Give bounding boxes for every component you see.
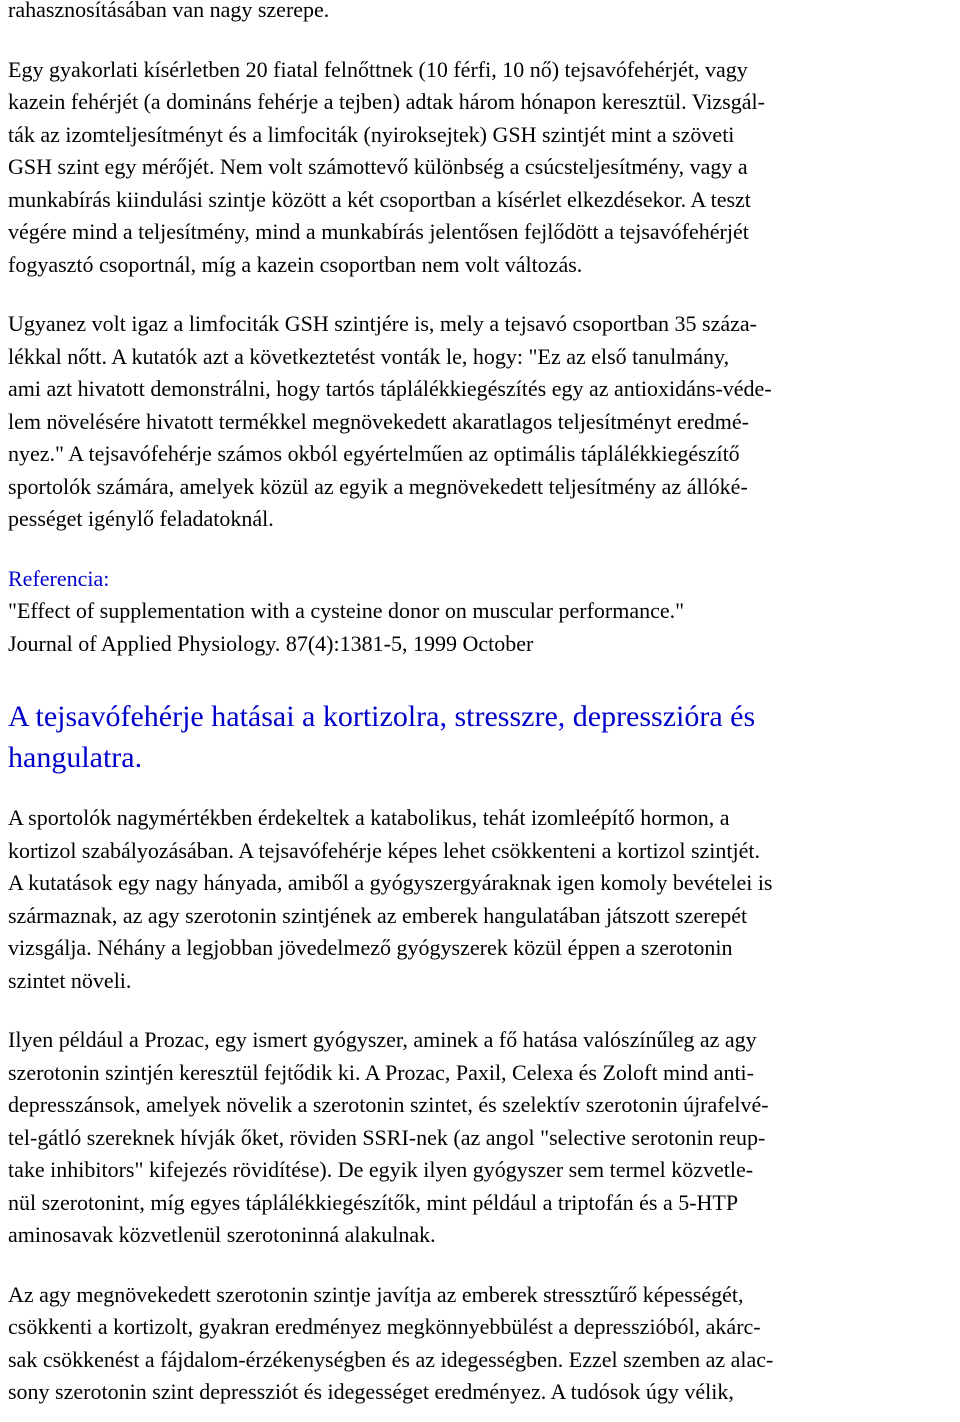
text-line: végére mind a teljesítmény, mind a munkabírás jelentősen fejlődött a tejsavófehérjét [8,219,749,244]
text-line: GSH szint egy mérőjét. Nem volt számottevő különbség a csúcsteljesítmény, vagy a [8,154,748,179]
text-line: Ilyen például a Prozac, egy ismert gyógyszer, aminek a fő hatása valószínűleg az agy [8,1027,757,1052]
text-line: A sportolók nagymértékben érdekeltek a katabolikus, tehát izomleépítő hormon, a [8,805,730,830]
reference-journal: Journal of Applied Physiology. 87(4):1381-5, 1999 October [8,630,534,656]
text-line: sportolók számára, amelyek közül az egyik a megnövekedett teljesítmény az állóké- [8,473,748,499]
text-line: származnak, az agy szerotonin szintjének az emberek hangulatában játszott szerepét [8,902,748,928]
reference-title: "Effect of supplementation with a cysteine donor on muscular performance." [8,598,685,623]
text-line: Az agy megnövekedett szerotonin szintje javítja az emberek stressztűrő képességét, [8,1281,744,1307]
text-line: rahasznosításában van nagy szerepe. [8,0,330,22]
paragraph-gsh-results [8,308,956,536]
reference-block [8,563,956,661]
text-line: nyez." A tejsavófehérje számos okból egyértelműen az optimális táplálékkiegészítő [8,441,740,466]
text-line: csökkenti a kortizolt, gyakran eredményez megkönnyebbülést a depresszióból, akárc- [8,1314,761,1339]
paragraph-cortisol [8,802,956,997]
text-line: pességet igénylő feladatoknál. [8,506,274,531]
text-line: vizsgálja. Néhány a legjobban jövedelmező gyógyszerek közül éppen a szerotonin [8,935,733,960]
paragraph-prozac [8,1024,956,1252]
text-line: lékkal nőtt. A kutatók azt a következtetést vonták le, hogy: "Ez az első tanulmány, [8,343,730,369]
text-line: depresszánsok, amelyek növelik a szerotonin szintet, és szelektív szerotonin újrafelvé- [8,1092,769,1117]
text-line: take inhibitors" kifejezés rövidítése). De egyik ilyen gyógyszer sem termel közvetle- [8,1157,754,1182]
document-page [8,0,956,1409]
text-line: Ugyanez volt igaz a limfociták GSH szintjére is, mely a tejsavó csoportban 35 száza- [8,311,757,336]
text-line: ták az izomteljesítményt és a limfociták (nyiroksejtek) GSH szintjét mint a szöveti [8,121,735,147]
text-line: fogyasztó csoportnál, míg a kazein csoportban nem volt változás. [8,251,583,277]
text-line: szerotonin szintjén keresztül fejtődik ki. A Prozac, Paxil, Celexa és Zoloft mind anti- [8,1059,754,1085]
text-line: A kutatások egy nagy hányada, amiből a gyógyszergyáraknak igen komoly bevételei is [8,870,773,895]
intro-fragment [8,0,956,27]
reference-label: Referencia: [8,565,110,591]
text-line: tel-gátló szereknek hívják őket, röviden SSRI-nek (az angol "selective serotonin reup- [8,1124,766,1150]
text-line: Egy gyakorlati kísérletben 20 fiatal felnőttnek (10 férfi, 10 nő) tejsavófehérjét, vagy [8,56,748,82]
text-line: munkabírás kiindulási szintje között a két csoportban a kísérlet elkezdésekor. A teszt [8,186,751,212]
paragraph-experiment [8,54,956,282]
text-line: sony szerotonin szint depressziót és idegességet eredményez. A tudósok úgy vélik, [8,1379,734,1404]
text-line: ami azt hivatott demonstrálni, hogy tartós táplálékkiegészítés egy az antioxidáns-véde- [8,376,772,401]
heading-line: hangulatra. [8,741,143,774]
text-line: lem növelésére hivatott termékkel megnövekedett akaratlagos teljesítményt eredmé- [8,408,749,434]
text-line: aminosavak közvetlenül szerotoninná alakulnak. [8,1222,436,1247]
heading-line: A tejsavófehérje hatásai a kortizolra, stresszre, depresszióra és [8,700,756,733]
text-line: kortizol szabályozásában. A tejsavófehérje képes lehet csökkenteni a kortizol szintjét. [8,837,761,863]
paragraph-serotonin-stress [8,1279,956,1409]
text-line: nül szerotonint, míg egyes táplálékkiegészítők, mint például a triptofán és a 5-HTP [8,1189,739,1215]
text-line: szintet növeli. [8,967,132,993]
text-line: sak csökkenést a fájdalom-érzékenységben és az idegességben. Ezzel szemben az alac- [8,1346,774,1372]
section-heading [8,696,956,778]
text-line: kazein fehérjét (a domináns fehérje a tejben) adtak három hónapon keresztül. Vizsgál- [8,89,765,114]
